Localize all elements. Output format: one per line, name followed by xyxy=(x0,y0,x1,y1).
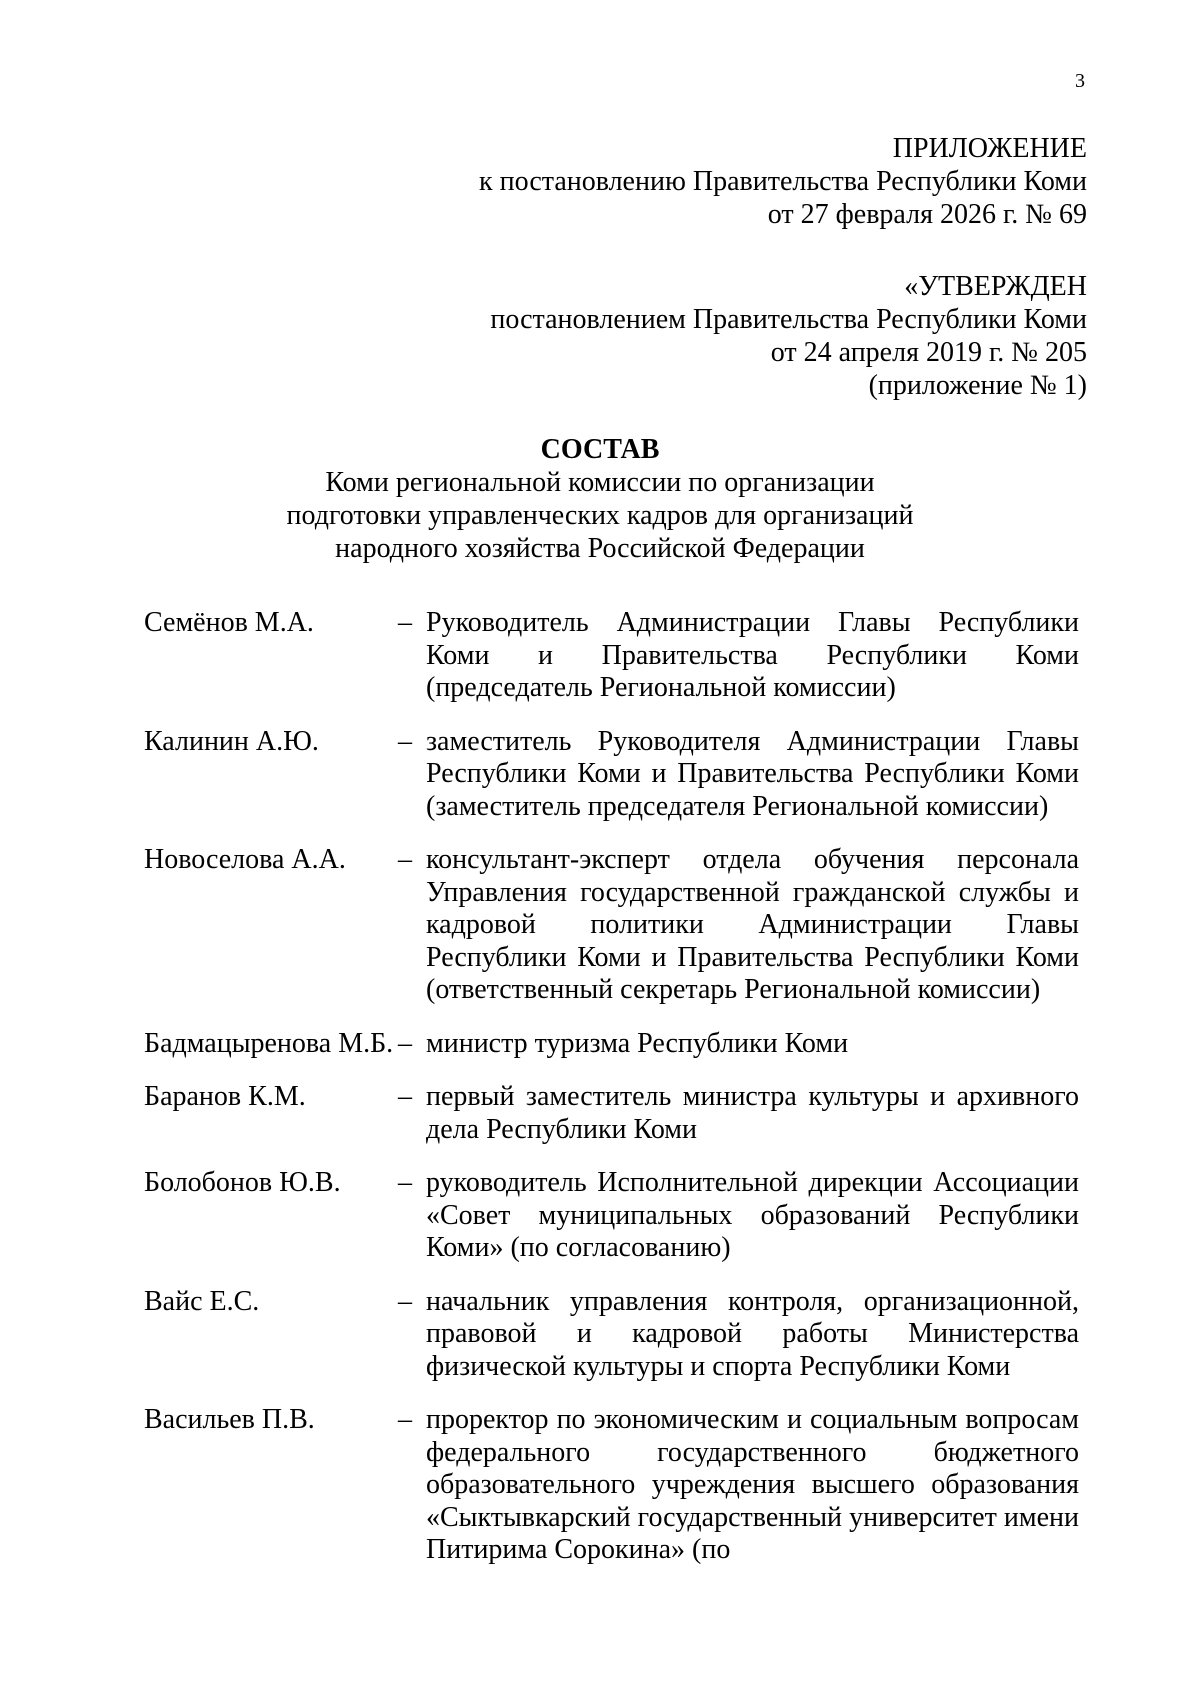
approved-block xyxy=(490,270,1087,402)
member-dash: – xyxy=(398,1167,412,1198)
member-position: проректор по экономическим и социальным вопросам федерального государственного бюджетного образовательного учреждения высшего образования «Сыктывкарский государственный университет имени Питирима Сорокина» (по xyxy=(426,1404,1079,1565)
member-position: Руководитель Администрации Главы Республики Коми и Правительства Республики Коми (председатель Региональной комиссии) xyxy=(426,607,1079,703)
member-row xyxy=(144,1167,1079,1265)
member-dash: – xyxy=(398,844,412,875)
member-row xyxy=(144,726,1079,824)
appendix-date-number: от 27 февраля 2026 г. № 69 xyxy=(767,199,1087,230)
member-position: руководитель Исполнительной дирекции Ассоциации «Совет муниципальных образований Республики Коми» (по согласованию) xyxy=(426,1167,1079,1263)
member-dash: – xyxy=(398,1404,412,1435)
member-position: министр туризма Республики Коми xyxy=(426,1027,849,1059)
member-row xyxy=(144,1081,1079,1146)
member-name: Новоселова А.А. xyxy=(144,844,346,875)
member-name: Калинин А.Ю. xyxy=(144,725,319,757)
approved-reference: постановлением Правительства Республики Коми xyxy=(490,304,1087,335)
member-position: заместитель Руководителя Администрации Главы Республики Коми и Правительства Республики Коми (заместитель председателя Региональной комиссии) xyxy=(426,725,1079,822)
member-list xyxy=(144,607,1079,1567)
member-name: Бадмацыренова М.Б. xyxy=(144,1027,394,1059)
member-name: Болобонов Ю.В. xyxy=(144,1167,341,1198)
member-position: первый заместитель министра культуры и архивного дела Республики Коми xyxy=(426,1081,1079,1145)
member-name: Васильев П.В. xyxy=(144,1404,315,1435)
member-row xyxy=(144,844,1079,1007)
document-subtitle-line-1: Коми региональной комиссии по организации xyxy=(325,467,875,498)
document-title: СОСТАВ xyxy=(540,434,660,465)
member-name: Вайс Е.С. xyxy=(144,1285,260,1317)
document-title-block xyxy=(0,433,1200,565)
member-dash: – xyxy=(398,1027,412,1059)
member-name: Семёнов М.А. xyxy=(144,607,314,638)
member-row xyxy=(144,1286,1079,1384)
member-dash: – xyxy=(398,1285,412,1317)
member-position: начальник управления контроля, организационной, правовой и кадровой работы Министерства физической культуры и спорта Республики Коми xyxy=(426,1285,1079,1382)
member-dash: – xyxy=(398,607,412,638)
page-number: 3 xyxy=(1075,70,1085,92)
member-name: Баранов К.М. xyxy=(144,1081,306,1112)
appendix-label: ПРИЛОЖЕНИЕ xyxy=(892,133,1087,164)
approved-label: «УТВЕРЖДЕН xyxy=(904,271,1087,302)
document-subtitle-line-3: народного хозяйства Российской Федерации xyxy=(335,533,865,564)
approved-date-number: от 24 апреля 2019 г. № 205 xyxy=(770,337,1087,368)
member-row xyxy=(144,1404,1079,1567)
approved-appendix-number: (приложение № 1) xyxy=(868,370,1087,401)
member-dash: – xyxy=(398,725,412,757)
document-subtitle-line-2: подготовки управленческих кадров для организаций xyxy=(286,500,914,531)
member-row xyxy=(144,607,1079,705)
member-dash: – xyxy=(398,1081,412,1112)
appendix-block xyxy=(479,132,1087,231)
appendix-reference: к постановлению Правительства Республики Коми xyxy=(479,166,1087,197)
member-position: консультант-эксперт отдела обучения персонала Управления государственной гражданской службы и кадровой политики Администрации Главы Республики Коми и Правительства Республики Коми (ответственный секретарь Региональной комиссии) xyxy=(426,844,1079,1005)
member-row xyxy=(144,1028,1079,1061)
